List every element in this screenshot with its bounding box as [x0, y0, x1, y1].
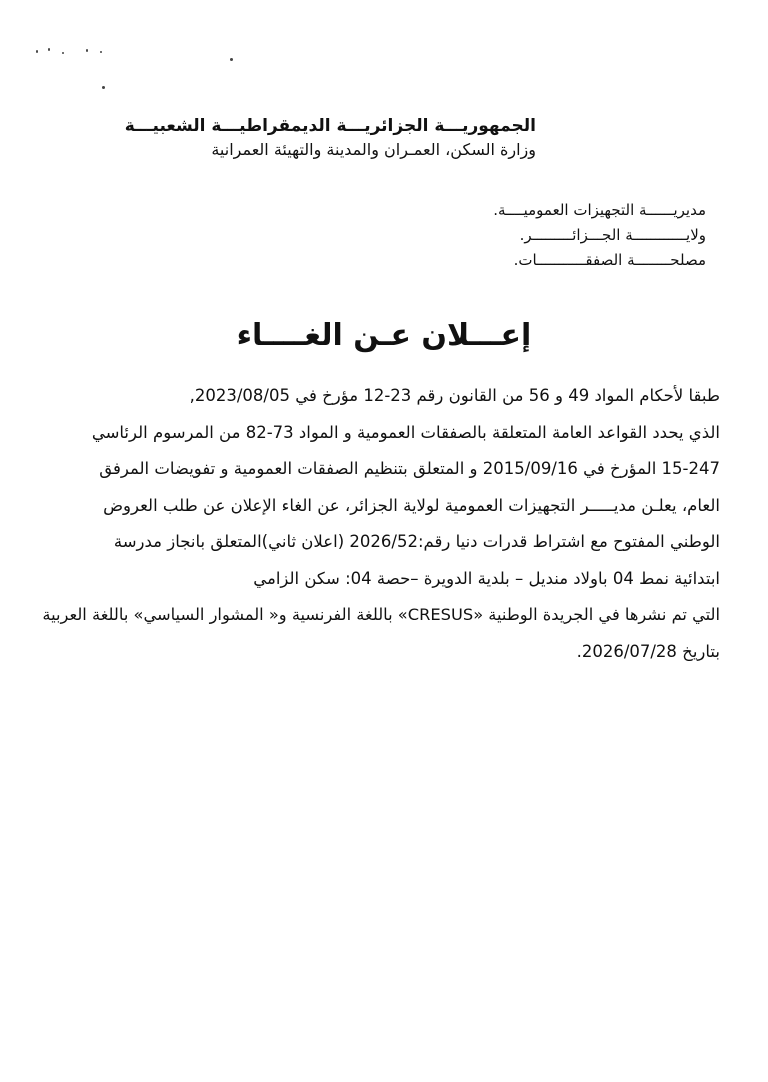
body-line: طبقا لأحكام المواد 49 و 56 من القانون رقم 23-12 مؤرخ في 2023/08/05, [189, 386, 720, 405]
body-line: بتاريخ 2026/07/28. [576, 641, 720, 661]
scan-speck [102, 86, 105, 89]
body-line: 15-247 المؤرخ في 2015/09/16 و المتعلق بتنظيم الصفقات العمومية و تفويضات المرفق [99, 459, 720, 478]
scan-speck [36, 50, 38, 53]
body-line: الذي يحدد القواعد العامة المتعلقة بالصفقات العمومية و المواد 73-82 من المرسوم الرئاسي [91, 422, 720, 442]
scan-speck [100, 51, 102, 53]
issuing-office [406, 198, 706, 273]
announcement-body [40, 378, 720, 670]
ministry-name: وزارة السكن، العمـران والمدينة والتهيئة العمرانية [211, 140, 536, 159]
announcement-title: إعـــلان عـن الغــــاء [236, 318, 532, 353]
header [116, 114, 536, 162]
body-line: التي تم نشرها في الجريدة الوطنية «CRESUS» باللغة الفرنسية و« المشوار السياسي» باللغة العربية [42, 605, 720, 624]
scan-speck [86, 49, 88, 52]
scan-speck [62, 52, 64, 54]
scan-speck [48, 48, 50, 51]
wilaya-name: ولايــــــــــــة الجـــزائـــــــــر. [519, 226, 706, 244]
body-line: ابتدائية نمط 04 باولاد منديل – بلدية الدويرة –حصة 04: سكن الزامي [253, 568, 720, 588]
body-line: العام، يعلـن مديـــــر التجهيزات العمومية لولاية الجزائر، عن الغاء الإعلان عن طلب العروض [103, 495, 720, 515]
body-line: الوطني المفتوح مع اشتراط قدرات دنيا رقم:2026/52 (اعلان ثاني)المتعلق بانجاز مدرسة [113, 532, 720, 551]
scan-speck [230, 58, 233, 61]
service-name: مصلحــــــــة الصفقـــــــــــات. [513, 251, 706, 269]
directorate-name: مديريــــــة التجهيزات العموميــــة. [493, 201, 706, 219]
republic-name: الجمهوريـــة الجزائريـــة الديمقراطيـــة الشعبيـــة [124, 116, 536, 136]
